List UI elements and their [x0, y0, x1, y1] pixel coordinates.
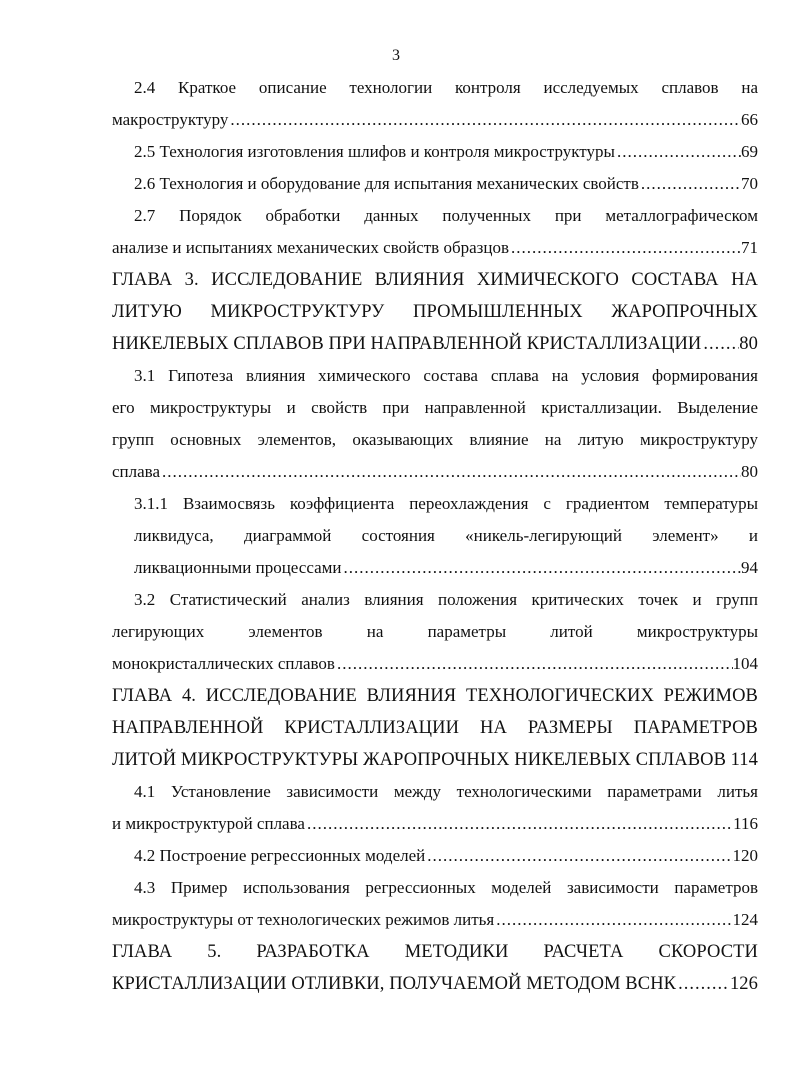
toc-entry-last-line	[112, 552, 758, 584]
toc-entry-line: его микроструктуры и свойств при направленной кристаллизации. Выделение	[112, 398, 758, 417]
toc-section-entry	[112, 840, 758, 872]
toc-chapter-entry	[112, 264, 758, 360]
toc-entry-line: 3.1.1 Взаимосвязь коэффициента переохлаждения с градиентом температуры	[134, 494, 758, 513]
toc-section-entry	[112, 200, 758, 264]
toc-entry-title: монокристаллических сплавов	[112, 654, 335, 673]
dot-leader	[509, 232, 741, 264]
dot-leader	[676, 968, 730, 1000]
dot-leader	[701, 328, 739, 360]
dot-leader	[494, 904, 732, 936]
dot-leader	[639, 168, 741, 200]
dot-leader	[228, 104, 741, 136]
toc-entry-last-line	[112, 328, 758, 360]
toc-entry-page: 69	[741, 142, 758, 161]
toc-section-entry	[112, 72, 758, 136]
toc-entry-last-line	[112, 104, 758, 136]
toc-entry-last-line	[112, 456, 758, 488]
toc-entry-last-line	[112, 136, 758, 168]
toc-entry-title: микроструктуры от технологических режимов литья	[112, 910, 495, 929]
toc-entry-last-line	[112, 968, 758, 1000]
toc-entry-page: 120	[732, 846, 758, 865]
toc-entry-page: 104	[732, 654, 758, 673]
dot-leader	[160, 456, 741, 488]
dot-leader	[335, 648, 733, 680]
toc-section-entry	[112, 872, 758, 936]
toc-entry-page: 126	[729, 974, 758, 994]
dot-leader	[615, 136, 741, 168]
dot-leader	[305, 808, 733, 840]
toc-entry-last-line	[112, 840, 758, 872]
toc-entry-last-line	[112, 168, 758, 200]
toc-entry-title: ликвационными процессами	[134, 558, 342, 577]
toc-entry-page: 80	[741, 462, 758, 481]
toc-entry-line: 2.4 Краткое описание технологии контроля исследуемых сплавов на	[134, 78, 758, 97]
toc-entry-last-line	[112, 808, 758, 840]
toc-entry-line: ГЛАВА 3. ИССЛЕДОВАНИЕ ВЛИЯНИЯ ХИМИЧЕСКОГО СОСТАВА НА	[112, 270, 758, 290]
toc-section-entry	[112, 136, 758, 168]
toc-entry-title: 2.6 Технология и оборудование для испытания механических свойств	[134, 174, 639, 193]
toc-entry-title: макроструктуру	[112, 110, 229, 129]
toc-entry-title: ЛИТОЙ МИКРОСТРУКТУРЫ ЖАРОПРОЧНЫХ НИКЕЛЕВЫХ СПЛАВОВ	[112, 750, 727, 770]
toc-entry-line: НАПРАВЛЕННОЙ КРИСТАЛЛИЗАЦИИ НА РАЗМЕРЫ ПАРАМЕТРОВ	[112, 718, 758, 738]
page-number: 3	[392, 47, 400, 64]
toc-entry-title: анализе и испытаниях механических свойств образцов	[112, 238, 509, 257]
toc-entry-line: ликвидуса, диаграммой состояния «никель-легирующий элемент» и	[134, 526, 758, 545]
toc-entry-line: 3.1 Гипотеза влияния химического состава сплава на условия формирования	[134, 366, 758, 385]
toc-entry-title: 4.2 Построение регрессионных моделей	[134, 846, 426, 865]
toc-entry-page: 114	[730, 750, 758, 770]
toc-entry-line: ГЛАВА 4. ИССЛЕДОВАНИЕ ВЛИЯНИЯ ТЕХНОЛОГИЧЕСКИХ РЕЖИМОВ	[112, 686, 758, 706]
toc-entry-title: сплава	[112, 462, 161, 481]
toc-section-entry	[112, 776, 758, 840]
toc-entry-title: и микроструктурой сплава	[112, 814, 305, 833]
toc-section-entry	[112, 360, 758, 488]
toc-chapter-entry	[112, 936, 758, 1000]
table-of-contents	[112, 72, 758, 1000]
toc-entry-last-line	[112, 232, 758, 264]
toc-entry-last-line	[112, 904, 758, 936]
toc-entry-page: 94	[741, 558, 758, 577]
toc-entry-page: 71	[741, 238, 758, 257]
toc-entry-line: 3.2 Статистический анализ влияния положения критических точек и групп	[134, 590, 758, 609]
toc-entry-line: 2.7 Порядок обработки данных полученных при металлографическом	[134, 206, 758, 225]
toc-entry-title: НИКЕЛЕВЫХ СПЛАВОВ ПРИ НАПРАВЛЕННОЙ КРИСТАЛЛИЗАЦИИ	[112, 334, 702, 354]
toc-entry-line: групп основных элементов, оказывающих влияние на литую микроструктуру	[112, 430, 758, 449]
toc-section-entry	[112, 488, 758, 584]
toc-entry-last-line	[112, 744, 758, 776]
toc-entry-page: 116	[733, 814, 758, 833]
toc-entry-line: ГЛАВА 5. РАЗРАБОТКА МЕТОДИКИ РАСЧЕТА СКОРОСТИ	[112, 942, 758, 962]
toc-entry-line: 4.1 Установление зависимости между технологическими параметрами литья	[134, 782, 758, 801]
dot-leader	[425, 840, 732, 872]
toc-section-entry	[112, 584, 758, 680]
toc-entry-last-line	[112, 648, 758, 680]
toc-entry-line: 4.3 Пример использования регрессионных моделей зависимости параметров	[134, 878, 758, 897]
toc-chapter-entry	[112, 680, 758, 776]
toc-entry-page: 66	[741, 110, 758, 129]
toc-entry-page: 80	[739, 334, 758, 354]
toc-entry-line: легирующих элементов на параметры литой микроструктуры	[112, 622, 758, 641]
toc-entry-title: КРИСТАЛЛИЗАЦИИ ОТЛИВКИ, ПОЛУЧАЕМОЙ МЕТОДОМ ВСНК	[112, 974, 677, 994]
toc-entry-page: 70	[741, 174, 758, 193]
toc-entry-title: 2.5 Технология изготовления шлифов и контроля микроструктуры	[134, 142, 615, 161]
toc-section-entry	[112, 168, 758, 200]
dot-leader	[341, 552, 741, 584]
toc-entry-page: 124	[732, 910, 758, 929]
toc-entry-line: ЛИТУЮ МИКРОСТРУКТУРУ ПРОМЫШЛЕННЫХ ЖАРОПРОЧНЫХ	[112, 302, 758, 322]
